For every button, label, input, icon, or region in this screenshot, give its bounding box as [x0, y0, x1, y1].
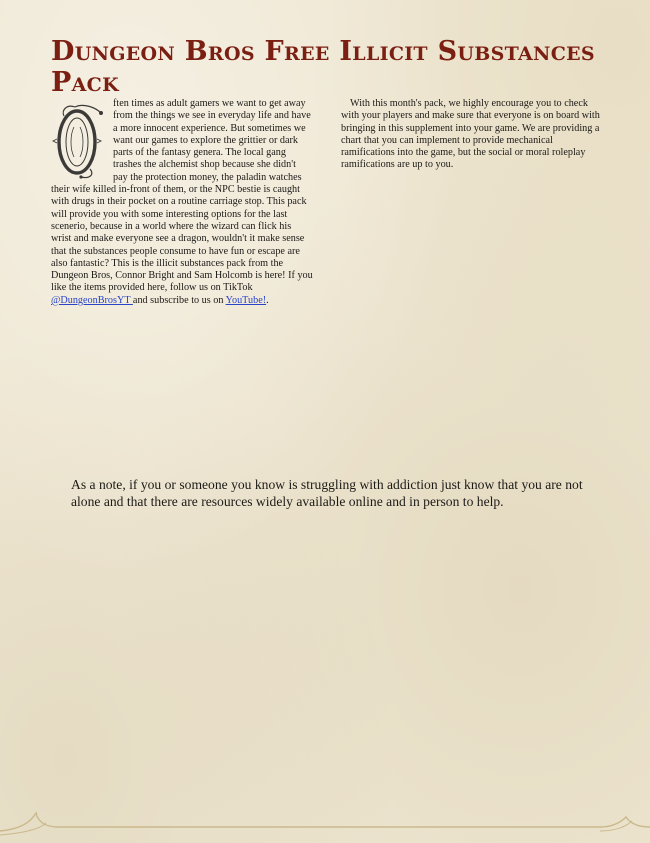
page-title: Dungeon Bros Free Illicit Substances Pack — [51, 36, 595, 98]
intro-text-end: . — [266, 294, 269, 306]
intro-paragraph — [51, 98, 313, 307]
guidance-paragraph: With this month's pack, we highly encourage you to check with your players and make sure that everyone is on board with bringing in this supplement into your game. We are providing a chart that you can implement to provide mechanical ramifications into the game, but the social or moral roleplay ramifications are up to you. — [341, 98, 600, 171]
intro-column — [51, 98, 313, 307]
tiktok-link[interactable]: @DungeonBrosYT — [51, 294, 133, 306]
footer-ornament — [0, 803, 650, 843]
drop-cap-letter-o — [51, 99, 109, 181]
addiction-note: As a note, if you or someone you know is struggling with addiction just know that you are not alone and that there are resources widely available online and in person to help. — [71, 477, 583, 509]
drop-cap-ornament — [51, 99, 109, 181]
intro-text: ften times as adult gamers we want to get away from the things we see in everyday life and have a more innocent experience. But sometimes we want our games to explore the grittier or dark parts of the fantasy genera. The local gang trashes the alchemist shop because she didn't pay the protection money, the paladin watches their wife killed in-front of them, or the NPC bestie is caught with drugs in their pocket on a routine carriage stop. This pack will provide you with some interesting options for the last scenerio, because in a world where the wizard can flick his wrist and make everyone see a dragon, wouldn't it make sense that the substances people consume to have fun or escape are also fantastic? This is the illicit substances pack from the Dungeon Bros, Connor Bright and Sam Holcomb is here! If you like the items provided here, follow us on TikTok — [51, 98, 313, 294]
youtube-link[interactable]: YouTube! — [225, 294, 267, 306]
intro-text-continued: and subscribe to us on — [132, 294, 226, 306]
guidance-column — [341, 98, 603, 172]
